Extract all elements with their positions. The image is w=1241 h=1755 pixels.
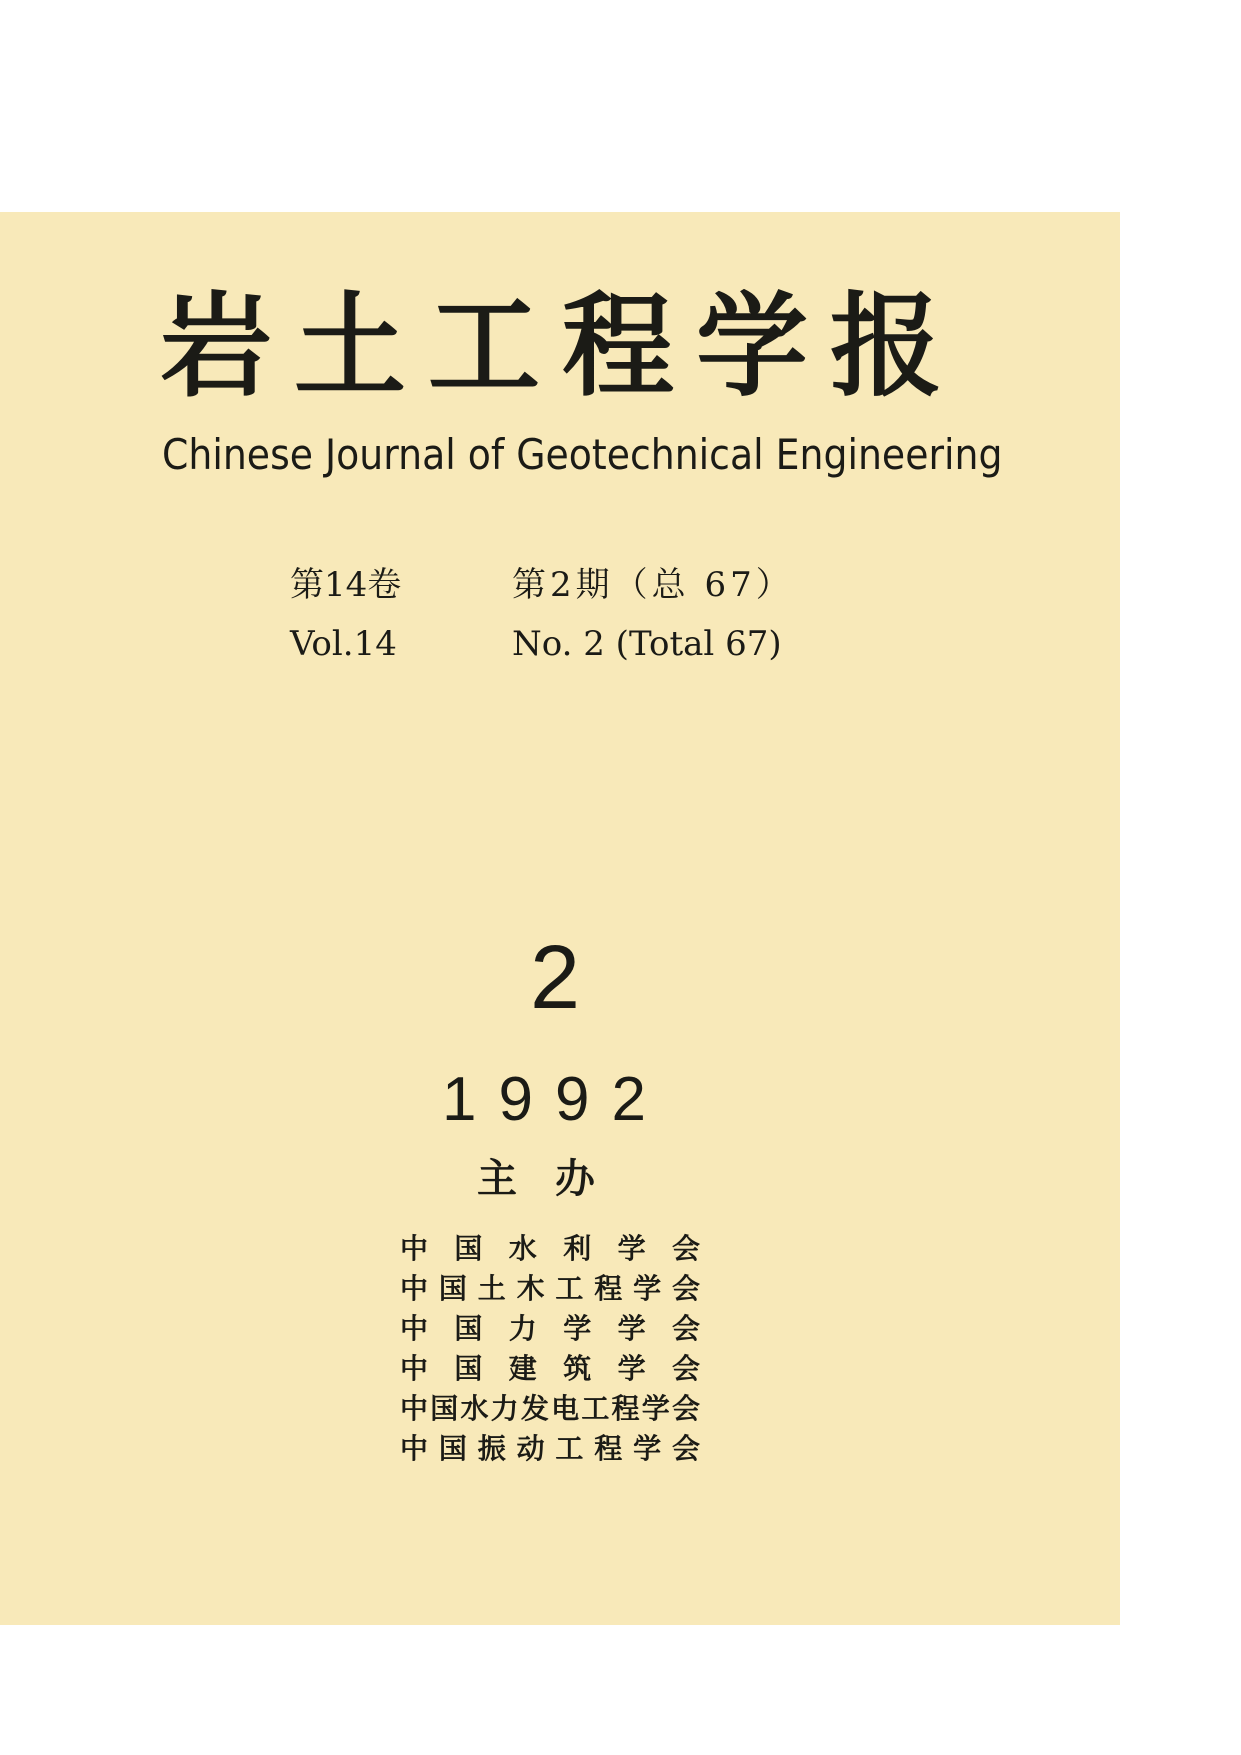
journal-cover xyxy=(0,212,1120,1625)
issue-number: 2 xyxy=(529,928,581,1028)
volume-chinese: 第14卷 xyxy=(290,565,402,605)
sponsor-item: 中国水利学会 xyxy=(400,1232,700,1265)
sponsor-item: 中国水力发电工程学会 xyxy=(400,1392,700,1425)
journal-title-english: Chinese Journal of Geotechnical Engineering xyxy=(162,430,1003,479)
issue-english: No. 2 (Total 67) xyxy=(512,624,782,664)
sponsor-item: 中国建筑学会 xyxy=(400,1352,700,1385)
sponsor-item: 中国力学学会 xyxy=(400,1312,700,1345)
sponsor-item: 中国振动工程学会 xyxy=(400,1432,700,1465)
sponsor-item: 中国土木工程学会 xyxy=(400,1272,700,1305)
publication-year: 1992 xyxy=(442,1065,668,1134)
sponsor-list xyxy=(400,1229,700,1469)
issue-chinese: 第2期（总 67） xyxy=(512,565,794,605)
sponsor-label: 主办 xyxy=(477,1156,633,1202)
volume-english: Vol.14 xyxy=(290,624,397,664)
journal-title-chinese: 岩土工程学报 xyxy=(160,282,964,412)
